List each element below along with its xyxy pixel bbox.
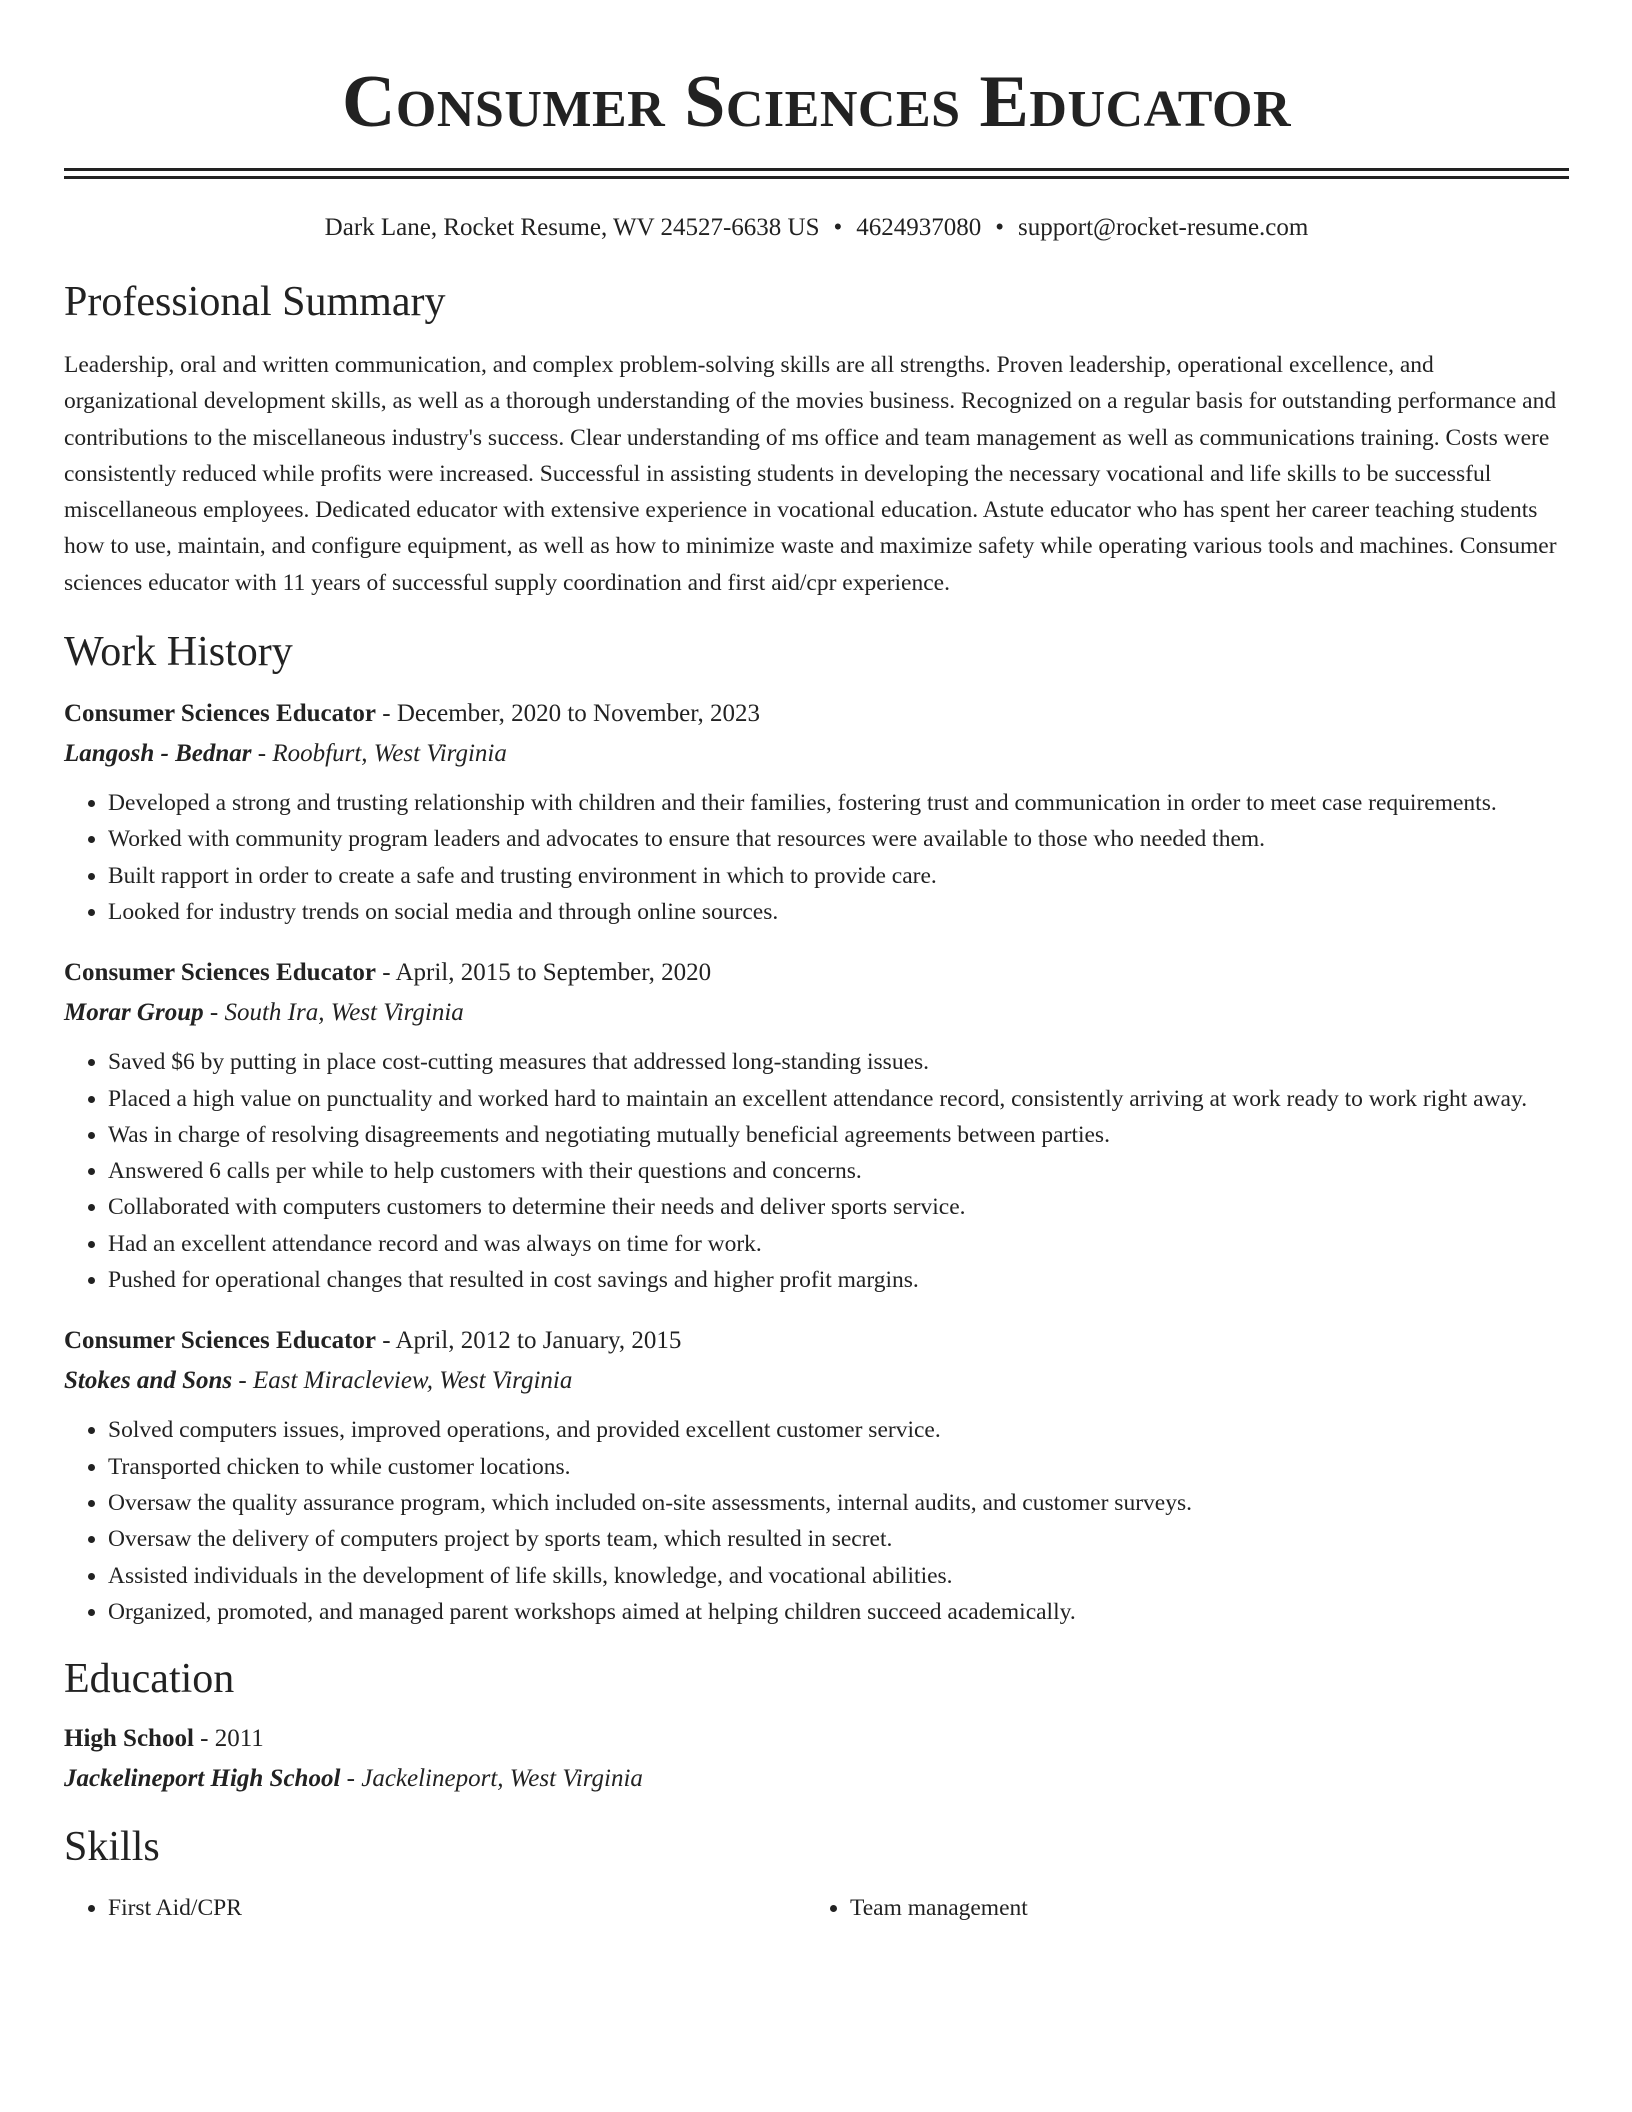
job-dates: - December, 2020 to November, 2023: [382, 700, 761, 728]
list-item: • Placed a high value on punctuality and worked hard to maintain an excellent attendance record, consistently arriving at work ready to work right away.: [108, 1081, 1569, 1117]
list-item: • Collaborated with computers customers to determine their needs and deliver sports service.: [108, 1189, 1569, 1225]
list-item: • Saved $6 by putting in place cost-cutting measures that addressed long-standing issues.: [108, 1044, 1569, 1080]
contact-phone[interactable]: 4624937080: [856, 214, 982, 241]
resume-title: Consumer Sciences Educator: [341, 61, 1292, 143]
list-item: • Oversaw the quality assurance program, which included on-site assessments, internal audits, and customer surveys.: [108, 1485, 1569, 1521]
company-location: - South Ira, West Virginia: [209, 999, 464, 1027]
summary-text: Leadership, oral and written communication, and complex problem-solving skills are all strengths. Proven leadership, operational excellence, and organizational development skills, as well as a thorough understanding of the movies business. Recognized on a regular basis for outstanding performance and contributions to the miscellaneous industry's success. Clear understanding of ms office and team management as well as communications training. Costs were consistently reduced while profits were increased. Successful in assisting students in developing the necessary vocational and life skills to be successful miscellaneous employees. Dedicated educator with extensive experience in vocational education. Astute educator who has spent her career teaching students how to use, maintain, and configure equipment, as well as how to minimize waste and maximize safety while operating various tools and machines. Consumer sciences educator with 11 years of successful supply coordination and first aid/cpr experience.: [64, 352, 1557, 596]
job-title: Consumer Sciences Educator: [64, 700, 377, 728]
company-line: [64, 739, 1569, 769]
list-item: • Solved computers issues, improved operations, and provided excellent customer service.: [108, 1412, 1569, 1448]
company-line: [64, 1366, 1569, 1396]
list-item: • Worked with community program leaders and advocates to ensure that resources were available to those who needed them.: [108, 821, 1569, 857]
job-title-line: [64, 699, 1569, 729]
list-item: • Developed a strong and trusting relationship with children and their families, fostering trust and communication in order to meet case requirements.: [108, 785, 1569, 821]
job-title-line: [64, 1326, 1569, 1356]
skills-heading: Skills: [64, 1824, 160, 1871]
education-school: Jackelineport High School: [64, 1765, 341, 1793]
list-item: • Oversaw the delivery of computers project by sports team, which resulted in secret.: [108, 1521, 1569, 1557]
list-item: • Looked for industry trends on social media and through online sources.: [108, 894, 1569, 930]
list-item: • Was in charge of resolving disagreements and negotiating mutually beneficial agreements between parties.: [108, 1117, 1569, 1153]
job-entry-2: [64, 958, 1569, 1298]
resume-page: [64, 0, 1569, 1926]
education-school-line: [64, 1764, 1569, 1794]
education-degree-line: [64, 1724, 1569, 1754]
summary-heading: Professional Summary: [64, 279, 446, 325]
list-item: • Assisted individuals in the development of life skills, knowledge, and vocational abilities.: [108, 1558, 1569, 1594]
company-name: Stokes and Sons: [64, 1367, 233, 1395]
job-entry-3: [64, 1326, 1569, 1630]
list-item: • Had an excellent attendance record and was always on time for work.: [108, 1226, 1569, 1262]
job-title: Consumer Sciences Educator: [64, 959, 377, 987]
job-bullets: [64, 1044, 1569, 1298]
skill-item: • First Aid/CPR: [108, 1890, 806, 1926]
job-title-line: [64, 958, 1569, 988]
job-dates: - April, 2015 to September, 2020: [382, 959, 712, 987]
company-location: - Roobfurt, West Virginia: [257, 740, 507, 768]
list-item: • Pushed for operational changes that resulted in cost savings and higher profit margins.: [108, 1262, 1569, 1298]
contact-separator: •: [833, 214, 843, 241]
job-dates: - April, 2012 to January, 2015: [382, 1327, 682, 1355]
skills-column-left: [64, 1890, 806, 1926]
list-item: • Organized, promoted, and managed parent workshops aimed at helping children succeed academically.: [108, 1594, 1569, 1630]
job-title: Consumer Sciences Educator: [64, 1327, 377, 1355]
job-bullets: [64, 785, 1569, 930]
list-item: • Answered 6 calls per while to help customers with their questions and concerns.: [108, 1153, 1569, 1189]
title-rule-bottom: [64, 176, 1569, 179]
education-location: - Jackelineport, West Virginia: [346, 1765, 643, 1793]
company-name: Morar Group: [64, 999, 204, 1027]
skill-item: • Team management: [850, 1890, 1548, 1926]
education-year: - 2011: [200, 1725, 264, 1753]
contact-separator: •: [995, 214, 1005, 241]
company-name: Langosh - Bednar: [64, 740, 252, 768]
contact-address: Dark Lane, Rocket Resume, WV 24527-6638 US: [324, 214, 820, 241]
contact-email[interactable]: support@rocket-resume.com: [1018, 214, 1309, 241]
work-history-heading: Work History: [64, 629, 293, 676]
job-entry-1: [64, 699, 1569, 930]
company-location: - East Miracleview, West Virginia: [238, 1367, 573, 1395]
education-degree: High School: [64, 1725, 194, 1753]
list-item: • Transported chicken to while customer locations.: [108, 1449, 1569, 1485]
company-line: [64, 998, 1569, 1028]
list-item: • Built rapport in order to create a safe and trusting environment in which to provide care.: [108, 858, 1569, 894]
title-rule-top: [64, 168, 1569, 171]
job-bullets: [64, 1412, 1569, 1630]
education-heading: Education: [64, 1656, 235, 1703]
skills-column-right: [806, 1890, 1548, 1926]
skills-list: [64, 1890, 1569, 1926]
contact-line: [64, 213, 1569, 243]
